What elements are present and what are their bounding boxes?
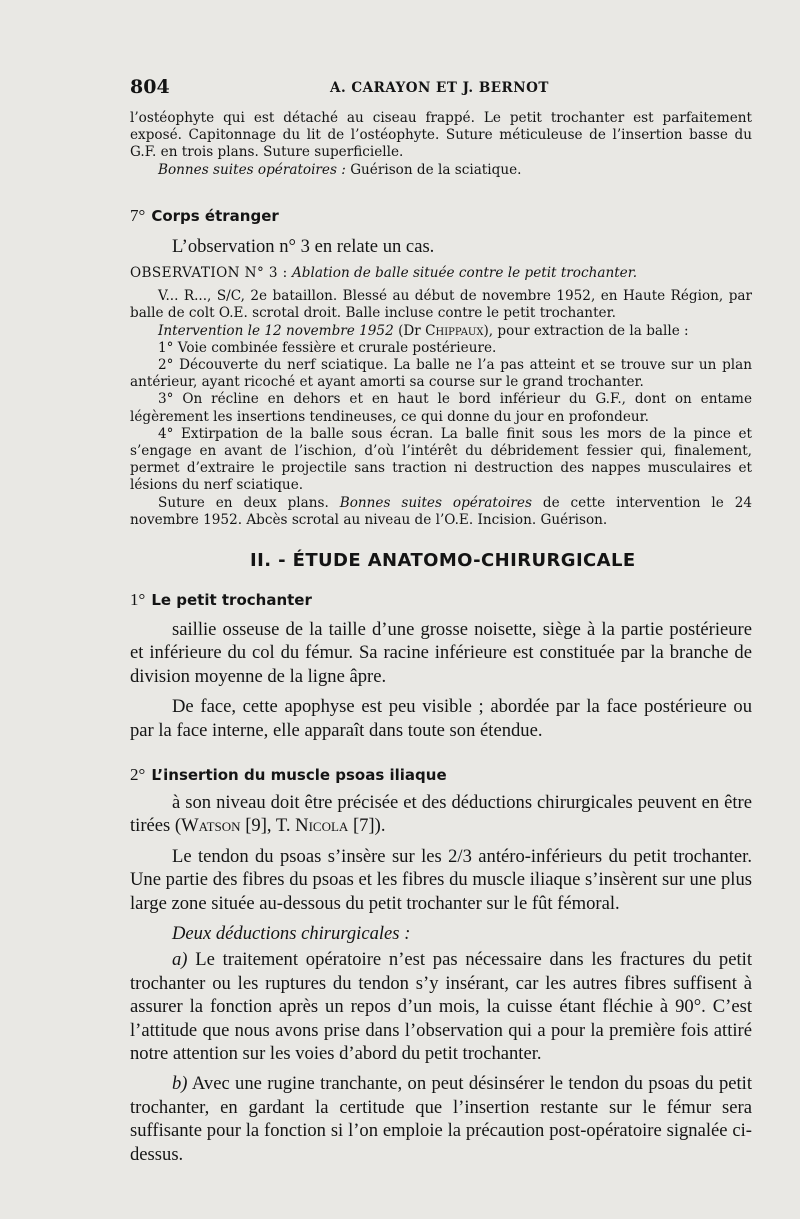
top-suites-label: Bonnes suites opératoires :	[158, 161, 346, 178]
section-1-title: Le petit trochanter	[151, 591, 312, 609]
deduction-a-text: Le traitement opératoire n’est pas nécessaire dans les fractures du petit trochanter ou les ruptures du tendon s’y insérant, car les autres fibres suffisent à assurer la fonction après un repos d’un mois, la cuisse étant fléchie à 90°. C’est l’attitude que nous avons prise dans l’observation qui a pour la première fois attiré notre attention sur les voies d’abord du petit trochanter.	[130, 949, 752, 1065]
section-2-paragraph	[130, 791, 752, 838]
intervention-dr: (Dr	[398, 322, 421, 339]
section-2-p1-b: [9], T.	[240, 815, 296, 837]
top-suites	[130, 162, 752, 179]
part-2-heading: II. - ÉTUDE ANATOMO-CHIRURGICALE	[250, 550, 636, 571]
section-1-paragraph: saillie osseuse de la taille d’une grosse noisette, siège à la partie postérieure et inférieure du col du fémur. Sa racine inférieure est constituée par la branche de division moyenne de la ligne âpre.	[130, 619, 752, 687]
section-7-heading	[130, 206, 279, 226]
page-number: 804	[130, 76, 170, 98]
top-paragraph	[130, 110, 752, 179]
observation-step: 1° Voie combinée fessière et crurale postérieure.	[158, 339, 497, 356]
deduction-b	[130, 1072, 752, 1166]
section-1-paragraph: De face, cette apophyse est peu visible ; abordée par la face postérieure ou par la face interne, elle apparaît dans toute son étendue.	[130, 696, 752, 741]
top-suites-text: Guérison de la sciatique.	[350, 161, 522, 178]
section-2-body	[130, 791, 752, 1166]
intervention-label: Intervention le 12 novembre 1952	[158, 322, 394, 339]
section-2-title: L’insertion du muscle psoas iliaque	[151, 766, 447, 784]
observation-3	[130, 265, 752, 529]
running-header	[130, 76, 752, 100]
deduction-b-label: b)	[172, 1073, 188, 1095]
intervention-surgeon: Chippaux	[425, 322, 484, 339]
deduction-a	[130, 948, 752, 1065]
closing-a: Suture en deux plans.	[158, 494, 329, 511]
author-watson: Watson	[181, 815, 241, 837]
closing-italic: Bonnes suites opératoires	[339, 494, 532, 511]
section-1-body	[130, 618, 752, 742]
section-1-heading	[130, 590, 312, 610]
observation-step: 3° On récline en dehors et en haut le bord inférieur du G.F., dont on entame légèrement les insertions tendineuses, ce qui donne du jour en profondeur.	[130, 391, 752, 425]
section-2-paragraph: Le tendon du psoas s’insère sur les 2/3 antéro-inférieurs du petit trochanter. Une partie des fibres du psoas et les fibres du muscle iliaque s’insèrent sur une plus large zone située au-dessous du petit trochanter sur le fût fémoral.	[130, 845, 752, 914]
section-2-number: 2°	[130, 765, 146, 784]
section-1-number: 1°	[130, 590, 146, 609]
section-2-heading	[130, 765, 447, 785]
section-2-p1-a: à son niveau doit être précisée et des déductions chirurgicales peuvent en être tirées (	[130, 792, 752, 837]
section-7-number: 7°	[130, 206, 146, 225]
section-7-intro-text: L’observation n° 3 en relate un cas.	[172, 236, 435, 257]
observation-closing	[130, 495, 752, 529]
observation-intervention	[130, 323, 752, 340]
observation-step: 4° Extirpation de la balle sous écran. La balle finit sous les mors de la pince et s’engage en avant de l’ischion, d’où l’intérêt du débridement fessier qui, finalement, permet d’extraire le projectile sans traction ni destruction des nappes musculaires et lésions du nerf sciatique.	[130, 425, 752, 494]
closing-b: de cette intervention le 24 novembre 1952. Abcès scrotal au niveau de l’O.E. Incision. Guérison.	[130, 494, 753, 528]
section-7-intro	[130, 235, 752, 258]
section-7-title: Corps étranger	[151, 207, 279, 225]
deduction-b-text: Avec une rugine tranchante, on peut désinsérer le tendon du psoas du petit trochanter, en gardant la certitude que l’insertion restante sur le fémur sera suffisante pour la fonction si l’on emploie la précaution post-opératoire signalée ci-dessus.	[130, 1073, 752, 1165]
deductions-title: Deux déductions chirurgicales :	[172, 923, 411, 945]
observation-step: 2° Découverte du nerf sciatique. La balle ne l’a pas atteint et se trouve sur un plan antérieur, ayant ricoché et ayant amorti sa course sur le grand trochanter.	[130, 357, 752, 391]
observation-label: OBSERVATION N° 3 :	[130, 265, 288, 281]
top-paragraph-text: l’ostéophyte qui est détaché au ciseau frappé. Le petit trochanter est parfaitement exposé. Capitonnage du lit de l’ostéophyte. Suture méticuleuse de l’insertion basse du G.F. en trois plans. Suture superficielle.	[130, 110, 752, 161]
section-2-p1-c: [7]).	[348, 815, 386, 837]
author-nicola: Nicola	[295, 815, 349, 837]
running-title: A. CARAYON ET J. BERNOT	[330, 80, 549, 96]
observation-title-line	[130, 265, 752, 282]
deduction-a-label: a)	[172, 949, 188, 971]
observation-patient: V... R..., S/C, 2e bataillon. Blessé au début de novembre 1952, en Haute Région, par balle de colt O.E. scrotal droit. Balle incluse contre le petit trochanter.	[130, 288, 752, 322]
observation-title: Ablation de balle située contre le petit trochanter.	[291, 265, 638, 281]
intervention-rest: ), pour extraction de la balle :	[483, 322, 689, 339]
